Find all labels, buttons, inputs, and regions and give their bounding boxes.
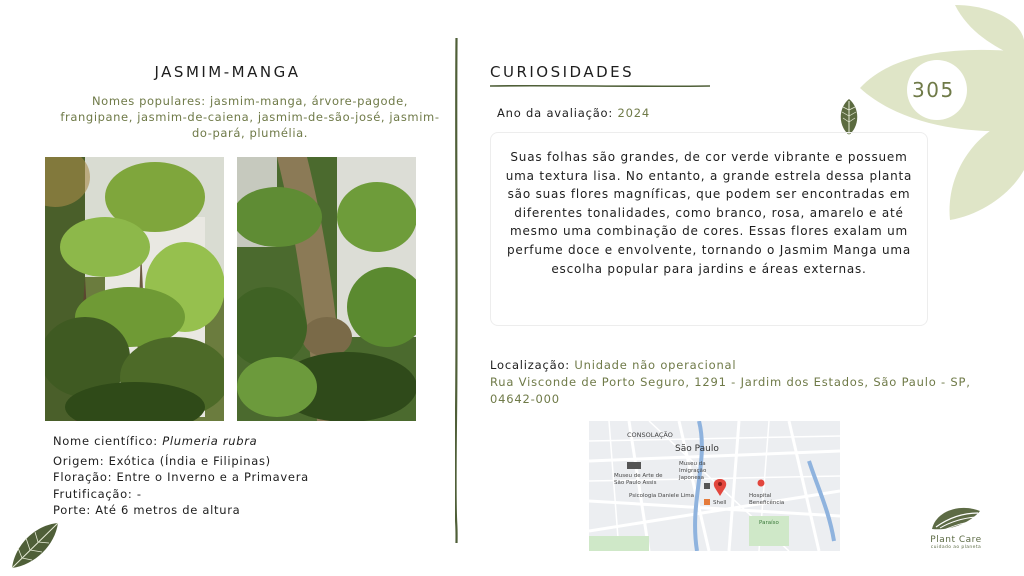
map-label-district: Paraíso xyxy=(759,520,779,526)
page-number: 305 xyxy=(912,78,955,102)
map-label-hospital: Hospital Beneficência xyxy=(749,493,785,506)
plant-care-logo-icon xyxy=(930,503,982,531)
location-label: Localização: xyxy=(490,358,575,372)
map-label-store: Psicologia Daniele Lima xyxy=(629,493,695,499)
decorative-leaf-bottom xyxy=(10,520,60,570)
address: Rua Visconde de Porto Seguro, 1291 - Jardim dos Estados, São Paulo - SP, 04642-000 xyxy=(490,375,971,406)
leaf-icon xyxy=(838,98,860,136)
plant-photo-1 xyxy=(45,157,224,421)
map-label-museum2: Museu de Arte de São Paulo Assis xyxy=(614,473,663,486)
origin: Origem: Exótica (Índia e Filipinas) xyxy=(53,454,271,468)
map-label-consolacao: CONSOLAÇÃO xyxy=(627,431,673,439)
fruiting: Frutificação: - xyxy=(53,487,142,501)
logo-tagline: cuidado ao planeta xyxy=(930,545,982,550)
year-label: Ano da avaliação: xyxy=(497,106,618,120)
evaluation-year xyxy=(497,106,650,120)
location xyxy=(490,358,736,372)
plant-title: JASMIM-MANGA xyxy=(154,63,301,81)
vertical-divider xyxy=(455,38,458,543)
location-status: Unidade não operacional xyxy=(574,358,737,372)
location-map[interactable] xyxy=(589,421,840,551)
scientific-value: Plumeria rubra xyxy=(162,434,258,448)
description-text: Suas folhas são grandes, de cor verde vibrante e possuem uma textura lisa. No entanto, a grande estrela dessa planta são suas flores magníficas, que podem ser encontradas em diferentes tonalidades, como branco, rosa, amarelo e até mesmo uma combinação de cores. Essas flores exalam um perfume doce e envolvente, tornando o Jasmim Manga uma escolha popular para jardins e áreas externas. xyxy=(505,150,913,276)
year-value: 2024 xyxy=(617,106,650,120)
plant-photo-2 xyxy=(237,157,416,421)
scientific-label: Nome científico: xyxy=(53,434,163,448)
map-label-cafe: Shell xyxy=(713,500,727,506)
scientific-name xyxy=(53,434,257,448)
logo-name: Plant Care xyxy=(930,535,982,545)
curiosities-title: CURIOSIDADES xyxy=(490,63,635,81)
plant-size: Porte: Até 6 metros de altura xyxy=(53,503,241,517)
map-label-city: São Paulo xyxy=(675,444,719,454)
title-underline xyxy=(490,84,710,88)
flowering: Floração: Entre o Inverno e a Primavera xyxy=(53,470,309,484)
popular-names: Nomes populares: jasmim-manga, árvore-pagode, frangipane, jasmim-de-caiena, jasmim-de-são-josé, jasmim-do-pará, plumélia. xyxy=(60,94,440,140)
map-label-museum: Museu da Imigração Japonesa xyxy=(679,461,707,481)
